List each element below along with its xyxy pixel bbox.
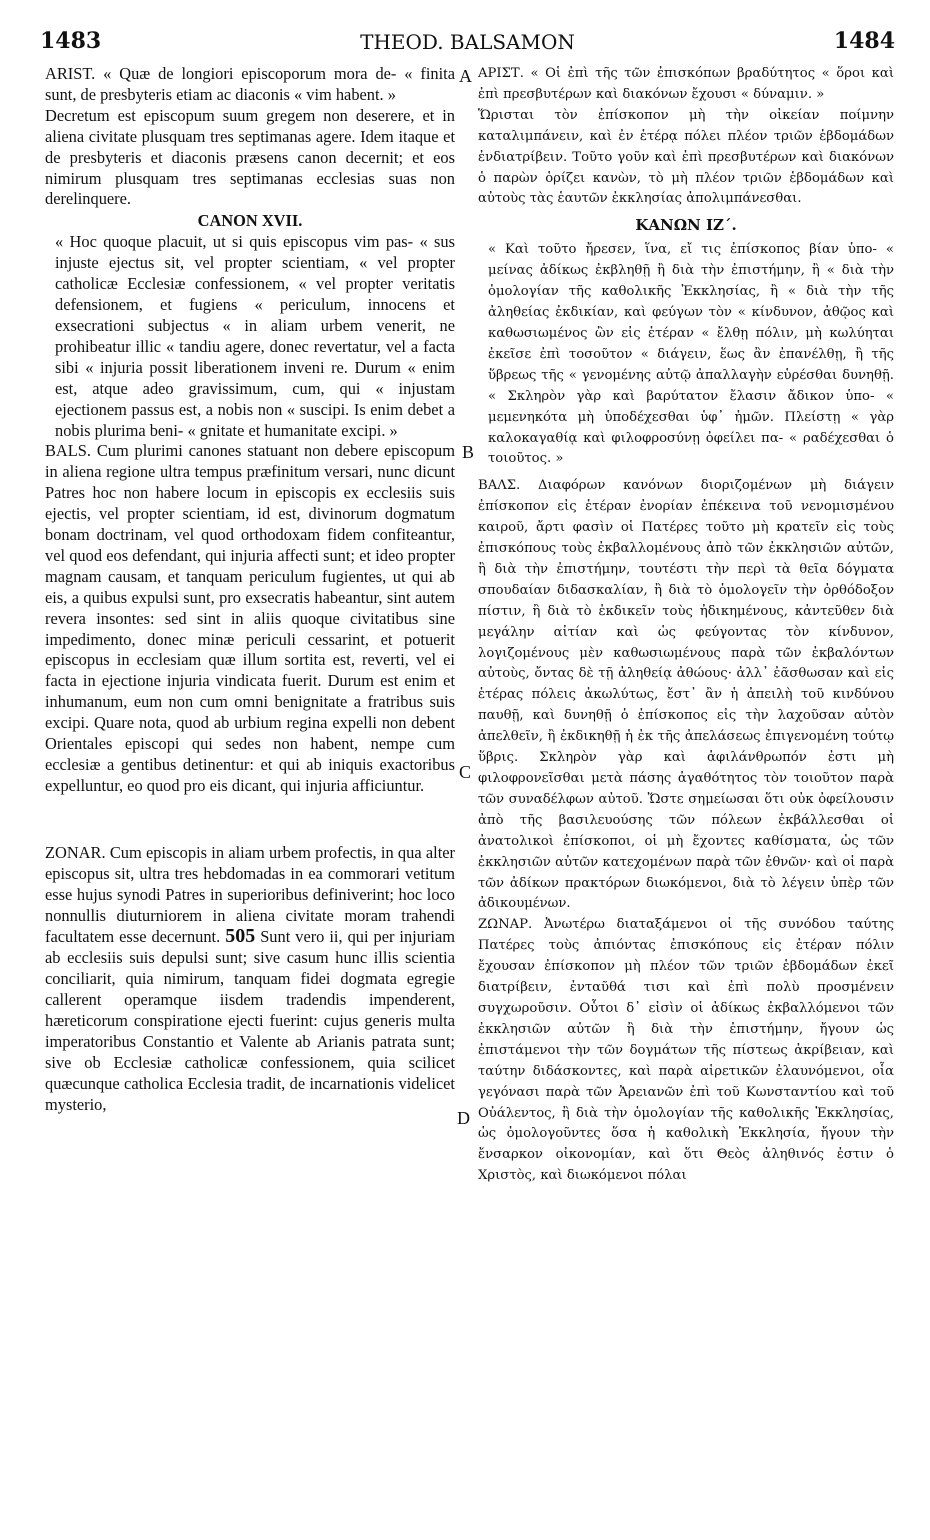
margin-marker-b: B [462,442,475,462]
greek-arist-text: ΑΡΙΣΤ. « Οἱ ἐπὶ τῆς τῶν ἐπισκόπων βραδύτητος « ὅροι καὶ ἐπὶ πρεσβυτέρων καὶ διακόνων ἔχουσι « δύναμιν. » [478,66,894,102]
page-number-right: 1484 [833,28,895,54]
latin-arist-commentary: Decretum est episcopum suum gregem non deserere, et in aliena civitate plusquam tres septimanas agere. Idem itaque et de presbyteris et diaconis præsens canon decernit; et eos nimirum plusquam tres septimanas ecclesias suas non derelinquere. [45,105,455,209]
margin-marker-a: A [459,66,472,86]
greek-arist-commentary: Ὥρισται τὸν ἐπίσκοπον μὴ τὴν οἰκείαν ποίμνην καταλιμπάνειν, καὶ ἐν ἑτέρᾳ πόλει πλέον τριῶν ἑβδομάδων ἐνδιατρίβειν. Τοῦτο γοῦν καὶ ἐπὶ πρεσβυτέρων καὶ διακόνων ὁ παρὼν ὁρίζει κανὼν, τὸ μὴ πλέον τριῶν ἑβδομάδων καὶ αὐτοὺς τὰς ἑαυτῶν ἐκκλησίας ἀπολιμπάνεσθαι. [478,107,894,207]
latin-zonar-part-b: Sunt vero ii, qui per injuriam ab ecclesiis suis depulsi sunt; sive casum hunc illis scientia conciliarit, quia nimirum, tanquam fidei dogmata egregie callerent operamque iisdem tradendis impenderent, hæreticorum conspiratione ejecti fuerint: cujus generis multa imperatoribus Constantio et Valente ab Arianis patrata sunt; sive ob Ecclesiæ catholicæ confessionem, quia scilicet quæcunque catholica Ecclesia tradit, de incarnationis videlicet mysterio, [45,927,455,1114]
latin-canon-text: « Hoc quoque placuit, ut si quis episcopus vim pas- « sus injuste ejectus sit, vel propter scientiam, « vel propter catholicæ Ecclesiæ confessionem, « vel propter veritatis defensionem, et fugiens « periculum, innocens et exsecrationi subjectus « in aliam urbem venerit, ne prohibeatur illic « tandiu agere, donec revertatur, vel a facta sibi « injuria possit liberationem inveni re. Durum « enim est, atque adeo gravissimum, cum, qui « injustam ejectionem passus est, a nobis non « suscipi. Is enim debet a nobis plurima beni- « gnitate et humanitate excipi. » [55,232,455,440]
page-number-left: 1483 [40,28,102,54]
latin-canon-heading: CANON XVII. [197,211,303,231]
latin-zonar-commentary [45,843,455,1116]
column-number-tag: 505 [225,925,256,948]
latin-column [45,64,455,1116]
greek-column [478,64,894,1187]
greek-zonar-commentary: ΖΩΝΑΡ. Ἀνωτέρω διαταξάμενοι οἱ τῆς συνόδου ταύτης Πατέρες τοὺς ἀπιόντας ἐπισκόπους εἰς ἑτέραν πόλιν ἔχουσαν ἐπίσκοπον μὴ πλέον τῶν τριῶν ἑβδομάδων ἐκεῖ διατρίβειν, ἐνταῦθά τισι καὶ ἐπὶ πολὺ προσμένειν συγχωροῦσιν. Οὗτοι δ᾿ εἰσὶν οἱ ἀδίκως ἐκβαλλόμενοι τῶν ἐκκλησιῶν αὐτῶν ἢ διὰ τὴν ἐπιστήμην, ἤγουν ὡς ἐπιστάμενοι τὴν τῶν δογμάτων τῆς πίστεως ἀκρίβειαν, καὶ ταύτην διδάσκοντες, καὶ παρὰ αἱρετικῶν ἐλαυνόμενοι, οἷα γεγόνασι παρὰ τῶν Ἀρειανῶν ἐπὶ τοῦ Κωνσταντίου καὶ τοῦ Οὐάλεντος, ἢ διὰ τὴν ὁμολογίαν τῆς καθολικῆς Ἐκκλησίας, ὡς ὁμολογοῦντες ὅσα ἡ καθολικὴ Ἐκκλησία, ἤγουν τὴν ἔνσαρκον οἰκονομίαν, καὶ ὅτι Θεὸς ἀληθινός ἐστιν ὁ Χριστὸς, καὶ διωκόμενοι πόλαι [478,917,894,1184]
greek-canon-heading: ΚΑΝΩΝ ΙΖ΄. [635,216,737,235]
margin-marker-c: C [459,762,472,782]
latin-arist-text: ARIST. « Quæ de longiori episcoporum mora de- « finita sunt, de presbyteris etiam ac diaconis « vim habent. » [45,64,455,104]
margin-marker-d: D [457,1108,470,1128]
running-title: THEOD. BALSAMON [360,30,575,54]
greek-bals-commentary: ΒΑΛΣ. Διαφόρων κανόνων διοριζομένων μὴ διάγειν ἐπίσκοπον εἰς ἑτέραν ἐνορίαν ἐπέκεινα τοῦ νενομισμένου καιροῦ, ἄρτι φασὶν οἱ Πατέρες τοῦτο μὴ κρατεῖν εἰς τοὺς ἐπισκόπους τοὺς ἐκβαλλομένους ἀπὸ τῶν ἐκκλησιῶν αὐτῶν, ἢ διὰ τὴν ἐπιστήμην, τουτέστι τὴν περὶ τὰ θεῖα δόγματα σπουδαίαν διδασκαλίαν, ἢ διὰ τὸ ὁμολογεῖν τὴν ὀρθόδοξον πίστιν, ἢ διὰ τὸ ἐκδικεῖν τοὺς ἠδικημένους, κἀντεῦθεν διὰ μεγάλην αἰτίαν καὶ ὡς φεύγοντας τὸν κίνδυνον, λογιζομένους μὲν καθωσιωμένους παρὰ τῶν ἐκβαλόντων αὐτοὺς, ὄντας δὲ τῇ ἀληθείᾳ ἀθώους· ἀλλ᾿ ἐᾶσθωσαν καὶ εἰς ἑτέρας πόλεις ἀκωλύτως, ἔστ᾿ ἂν ἡ ἀπειλὴ τοῦ κινδύνου παυθῇ, καὶ δυνηθῇ ὁ ἐπίσκοπος εἰς τὴν λαχοῦσαν αὐτὸν ἀπελθεῖν, ἢ ἐκδικηθῇ ἡ ἐκ τῆς ἀπελάσεως ἐπιγενομένη τούτῳ ὕβρις. Σκληρὸν γὰρ καὶ ἀφιλάνθρωπόν ἐστι μὴ φιλοφρονεῖσθαι μετὰ πάσης ἀγαθότητος τὸν τοιοῦτον παρὰ τῶν συναδέλφων αὐτοῦ. Ὥστε σημείωσαι ὅτι οὐκ ὀφείλουσιν ἀπὸ τῆς βασιλευούσης τῶν πόλεων ἐκβάλλεσθαι οἱ ἀνατολικοὶ ἐπίσκοποι, οἱ μὴ ἔχοντες καθίσματα, ὡς τῶν ἐκκλησιῶν αὐτῶν κατεχομένων παρὰ τῶν ἐθνῶν· καὶ οἱ παρὰ τῶν ἀδίκων πρακτόρων διωκόμενοι, διὰ τὸ λέγειν ὑπὲρ τῶν ἀδικουμένων. [478,478,894,912]
greek-canon-text: « Καὶ τοῦτο ἤρεσεν, ἵνα, εἴ τις ἐπίσκοπος βίαν ὑπο- « μείνας ἀδίκως ἐκβληθῇ ἢ διὰ τὴν ἐπιστήμην, ἢ « διὰ τὴν ὁμολογίαν τῆς καθολικῆς Ἐκκλησίας, ἢ « διὰ τὴν τῆς ἀληθείας ἐκδικίαν, καὶ φεύγων τὸν « κίνδυνον, ἀθῷος καὶ καθωσιωμένος ὢν εἰς ἑτέραν « ἔλθῃ πόλιν, μὴ κωλύηται ἐκεῖσε ἐπὶ τοσοῦτον « διάγειν, ἕως ἂν ἐπανέλθῃ, ἢ τῆς ὕβρεως τῆς « γενομένης αὐτῷ ἀπαλλαγὴν εὑρέσθαι δυνηθῇ. « Σκληρὸν γὰρ καὶ βαρύτατον ἔλασιν ἄδικον ὑπο- « μεμενηκότα μὴ ὑποδέχεσθαι ὑφ᾿ ἡμῶν. Πλείστῃ « γὰρ καλοκαγαθίᾳ καὶ φιλοφροσύνῃ ὀφείλει πα- « ραδέχεσθαι ὁ τοιοῦτος. » [488,242,894,467]
latin-bals-commentary: BALS. Cum plurimi canones statuant non debere episcopum in aliena regione ultra tempus præfinitum versari, nunc dicunt Patres hoc non habere locum in episcopis ex ecclesiis suis ejectis, vel propter scientiam, id est, divinorum dogmatum bonam doctrinam, vel quod orthodoxam fidem confiteantur, vel quod eos defendant, qui injuria affecti sunt; et ideo propter magnam causam, et tanquam periculum fugientes, ut qui ab eis, a quibus expulsi sunt, pro exsecratis habeantur, sint autem revera insontes: sed sint in aliis quoque civitatibus sine impedimento, donec minæ periculi cessarint, et potuerit episcopus in ecclesiam quæ illum sortita est, reverti, vel ei facta in ejectione injuria vindicata fuerit. Durum est enim et inhumanum, eum non cum omni benignitate a fratribus suis excipi. Quare nota, quod ab urbium regina expelli non debent Orientales episcopi qui sedes non habent, nempe cum ecclesiæ a gentibus detinentur: et qui ab iniquis exactoribus expelluntur, eo quod pro eis dicant, qui injuria afficiuntur. [45,441,455,795]
latin-zonar-part-a: ZONAR. Cum episcopis in aliam urbem profectis, in qua alter episcopus sit, ultra tres hebdomadas in ea commorari vetitum esse hujus synodi Patres in superioribus definiverint; hoc loco nonnullis diuturniorem in aliena civitate moram trahendi facultatem esse decernunt. [45,842,455,947]
page-header [40,28,895,58]
